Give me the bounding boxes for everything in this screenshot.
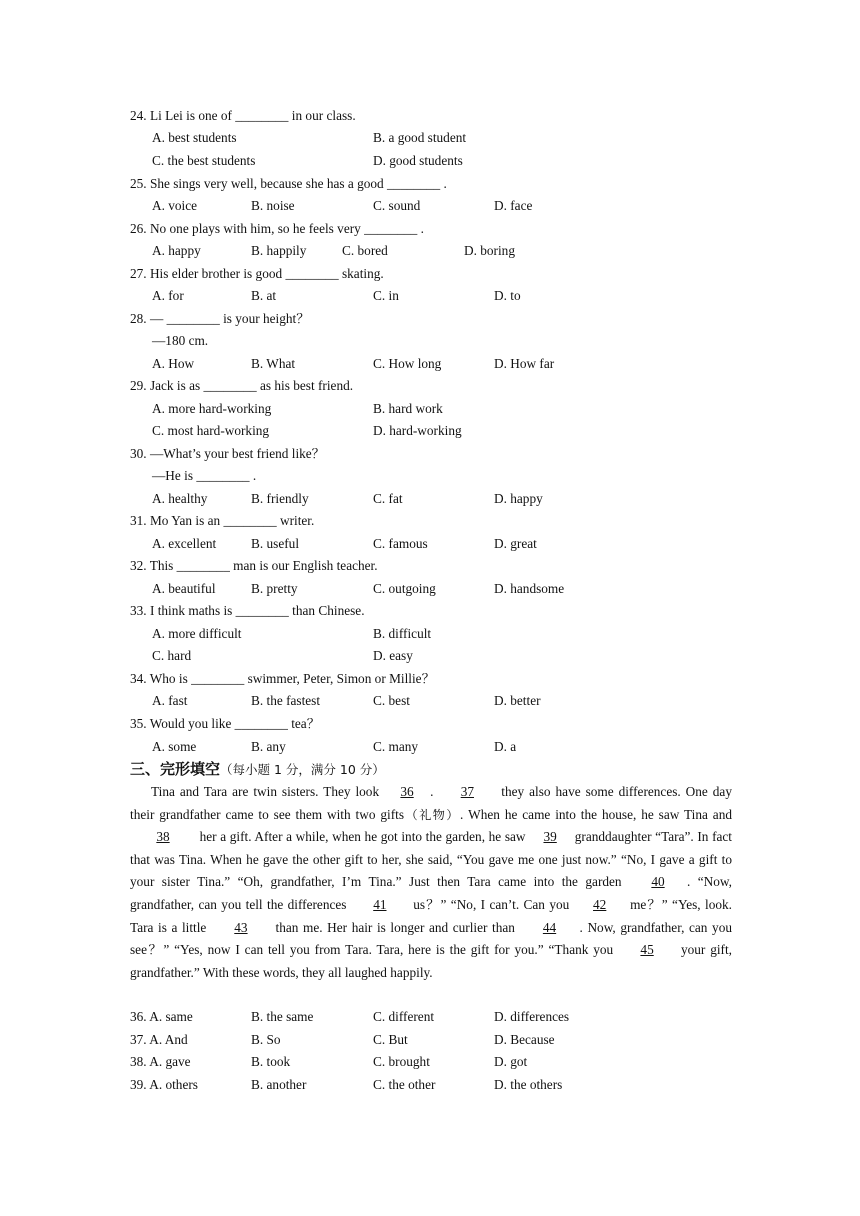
question-27-options — [152, 287, 712, 305]
option-b[interactable]: B. another — [251, 1077, 307, 1092]
cloze-question-39-options — [130, 1076, 712, 1094]
option-b[interactable]: B. a good student — [373, 130, 467, 145]
option-c[interactable]: C. hard — [152, 648, 192, 663]
option-d[interactable]: D. to — [494, 288, 521, 303]
option-b[interactable]: B. the same — [251, 1009, 314, 1024]
question-35-options — [152, 738, 712, 756]
option-d[interactable]: D. differences — [494, 1009, 570, 1024]
option-a[interactable]: A. more difficult — [152, 626, 242, 641]
option-b[interactable]: B. difficult — [373, 626, 432, 641]
option-a[interactable]: A. more hard-working — [152, 401, 272, 416]
question-28-options — [152, 355, 712, 373]
blank-39[interactable]: 39 — [543, 829, 557, 845]
option-c[interactable]: C. in — [373, 288, 399, 303]
option-a[interactable]: A. How — [152, 356, 195, 371]
option-b[interactable]: B. hard work — [373, 401, 443, 416]
option-a[interactable]: A. beautiful — [152, 581, 216, 596]
option-c[interactable]: C. fat — [373, 491, 403, 506]
option-d[interactable]: D. face — [494, 198, 533, 213]
option-a[interactable]: A. voice — [152, 198, 198, 213]
question-34-options — [152, 692, 712, 710]
option-c[interactable]: C. How long — [373, 356, 442, 371]
option-c[interactable]: C. the best students — [152, 153, 256, 168]
question-26-stem: 26. No one plays with him, so he feels very ________ . — [130, 221, 424, 236]
option-a[interactable]: A. healthy — [152, 491, 208, 506]
option-c[interactable]: C. most hard-working — [152, 423, 270, 438]
option-d[interactable]: D. How far — [494, 356, 555, 371]
option-a[interactable]: A. for — [152, 288, 184, 303]
blank-36[interactable]: 36 — [400, 784, 414, 799]
option-c[interactable]: C. the other — [373, 1077, 436, 1092]
cloze-question-38-options — [130, 1053, 712, 1071]
option-a[interactable]: 38. A. gave — [130, 1054, 191, 1069]
option-d[interactable]: D. Because — [494, 1032, 555, 1047]
cloze-question-37-options — [130, 1031, 712, 1049]
option-d[interactable]: D. happy — [494, 491, 543, 506]
question-32-stem: 32. This ________ man is our English teacher. — [130, 558, 378, 573]
option-d[interactable]: D. handsome — [494, 581, 565, 596]
blank-38[interactable]: 38 — [156, 829, 170, 845]
question-34-stem: 34. Who is ________ swimmer, Peter, Simon or Millie？ — [130, 671, 435, 686]
question-29-options-row-1 — [152, 400, 712, 418]
option-a[interactable]: 39. A. others — [130, 1077, 198, 1092]
option-a[interactable]: A. excellent — [152, 536, 217, 551]
question-33-options-row-2 — [152, 647, 712, 665]
question-25-options — [152, 197, 712, 215]
question-26-options — [152, 242, 712, 260]
blank-41[interactable]: 41 — [373, 896, 387, 912]
cloze-question-36-options — [130, 1008, 712, 1026]
question-35-stem: 35. Would you like ________ tea？ — [130, 716, 320, 731]
option-c[interactable]: C. outgoing — [373, 581, 436, 596]
question-24-options-row-1 — [152, 129, 712, 147]
option-a[interactable]: A. some — [152, 739, 197, 754]
question-29-options-row-2 — [152, 422, 712, 440]
option-b[interactable]: B. noise — [251, 198, 295, 213]
question-27-stem: 27. His elder brother is good ________ skating. — [130, 266, 384, 281]
option-a[interactable]: 36. A. same — [130, 1009, 193, 1024]
section-heading — [130, 759, 385, 780]
option-c[interactable]: C. best — [373, 693, 410, 708]
option-c[interactable]: C. brought — [373, 1054, 430, 1069]
option-d[interactable]: D. easy — [373, 648, 413, 663]
option-a[interactable]: 37. A. And — [130, 1032, 188, 1047]
option-b[interactable]: B. What — [251, 356, 296, 371]
option-a[interactable]: A. happy — [152, 243, 201, 258]
option-d[interactable]: D. the others — [494, 1077, 563, 1092]
option-b[interactable]: B. the fastest — [251, 693, 321, 708]
question-33-stem: 33. I think maths is ________ than Chinese. — [130, 603, 365, 618]
section-title: 三、完形填空 — [130, 760, 221, 778]
option-b[interactable]: B. happily — [251, 243, 307, 258]
blank-44[interactable]: 44 — [542, 919, 557, 935]
blank-43[interactable]: 43 — [234, 919, 248, 935]
option-b[interactable]: B. pretty — [251, 581, 298, 596]
option-c[interactable]: C. different — [373, 1009, 435, 1024]
question-31-stem: 31. Mo Yan is an ________ writer. — [130, 513, 315, 528]
question-30-options — [152, 490, 712, 508]
option-b[interactable]: B. took — [251, 1054, 291, 1069]
blank-37[interactable]: 37 — [460, 784, 474, 799]
question-24-stem: 24. Li Lei is one of ________ in our class. — [130, 108, 356, 123]
question-24-options-row-2 — [152, 152, 712, 170]
option-b[interactable]: B. at — [251, 288, 277, 303]
question-30-stem: 30. —What’s your best friend like？ — [130, 446, 325, 461]
option-c[interactable]: C. bored — [342, 243, 388, 258]
question-31-options — [152, 535, 712, 553]
option-c[interactable]: C. many — [373, 739, 419, 754]
question-28-stem: 28. — ________ is your height？ — [130, 311, 310, 326]
blank-42[interactable]: 42 — [593, 896, 607, 912]
option-d[interactable]: D. boring — [464, 243, 515, 258]
question-25-stem: 25. She sings very well, because she has a good ________ . — [130, 176, 447, 191]
option-d[interactable]: D. better — [494, 693, 541, 708]
option-d[interactable]: D. hard-working — [373, 423, 462, 438]
section-score-note: （每小题 1 分，满分 10 分） — [220, 762, 385, 777]
option-c[interactable]: C. sound — [373, 198, 421, 213]
question-33-options-row-1 — [152, 625, 712, 643]
question-32-options — [152, 580, 712, 598]
blank-45[interactable]: 45 — [640, 942, 654, 958]
question-30-answer-line: —He is ________ . — [152, 468, 257, 483]
question-29-stem: 29. Jack is as ________ as his best friend. — [130, 378, 354, 393]
blank-40[interactable]: 40 — [651, 874, 665, 890]
question-28-answer-line: —180 cm. — [152, 333, 209, 348]
cloze-passage: Tina and Tara are twin sisters. They look 36 . 37 they also have some differences. One day their grandfather came to see them with two gifts（礼物）. When he came into the house, he saw Tina and 38 her a gift. After a while, when he got into the garden, he saw 39 granddaughter “Tara”. In fact that was Tina. When he gave the other gift to her, she said, “You gave me one just now.” “No, I gave a gift to your sister Tina.” “Oh, grandfather, I’m Tina.” Just then Tara came into the garden 40 . “Now, grandfather, can you tell the differences 41 us？” “No, I can’t. Can you 42 me？” “Yes, look. Tara is a little 43 than me. Her hair is longer and curlier than 44 . Now, grandfather, can you see？” “Yes, now I can tell you from Tara. Tara, here is the gift for you.” “Thank you 45 your gift, grandfather.” With these words, they all laughed happily. — [130, 781, 732, 984]
option-d[interactable]: D. good students — [373, 153, 463, 168]
option-b[interactable]: B. useful — [251, 536, 300, 551]
option-c[interactable]: C. But — [373, 1032, 408, 1047]
option-d[interactable]: D. great — [494, 536, 537, 551]
option-b[interactable]: B. friendly — [251, 491, 309, 506]
option-c[interactable]: C. famous — [373, 536, 428, 551]
option-a[interactable]: A. fast — [152, 693, 188, 708]
option-b[interactable]: B. So — [251, 1032, 281, 1047]
option-b[interactable]: B. any — [251, 739, 286, 754]
option-d[interactable]: D. a — [494, 739, 517, 754]
option-a[interactable]: A. best students — [152, 130, 237, 145]
option-d[interactable]: D. got — [494, 1054, 528, 1069]
